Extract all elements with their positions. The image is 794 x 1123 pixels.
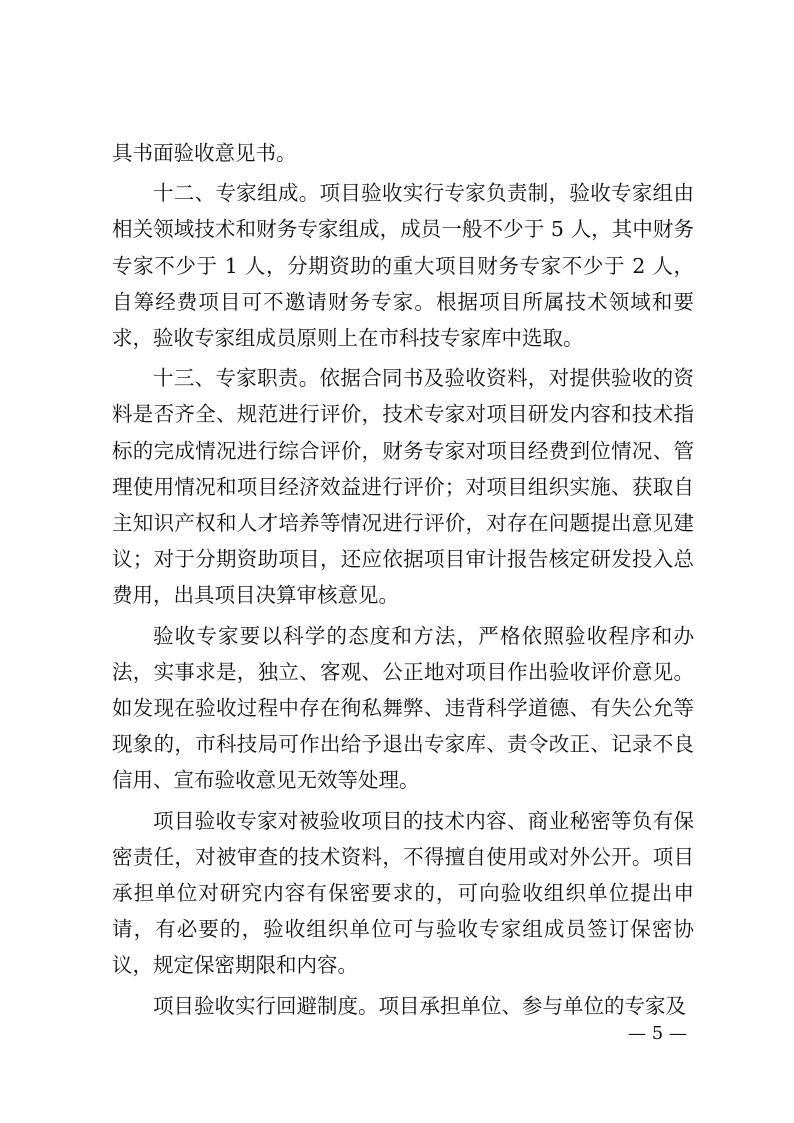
- paragraph-expert-composition: 十二、专家组成。项目验收实行专家负责制，验收专家组由相关领域技术和财务专家组成，成员一般不少于 5 人，其中财务专家不少于 1 人，分期资助的重大项目财务专家不少于 2 人，自筹经费项目可不邀请财务专家。根据项目所属技术领域和要求，验收专家组成员原则上在市科技专家库中选取。: [112, 181, 694, 351]
- paragraph-expert-duties: 十三、专家职责。依据合同书及验收资料，对提供验收的资料是否齐全、规范进行评价，技术专家对项目研发内容和技术指标的完成情况进行综合评价，财务专家对项目经费到位情况、管理使用情况和项目经济效益进行评价；对项目组织实施、获取自主知识产权和人才培养等情况进行评价，对存在问题提出意见建议；对于分期资助项目，还应依据项目审计报告核定研发投入总费用，出具项目决算审核意见。: [112, 366, 694, 608]
- paragraph-expert-conduct: 验收专家要以科学的态度和方法，严格依照验收程序和办法，实事求是，独立、客观、公正地对项目作出验收评价意见。如发现在验收过程中存在徇私舞弊、违背科学道德、有失公允等现象的，市科技局可作出给予退出专家库、责令改正、记录不良信用、宣布验收意见无效等处理。: [112, 623, 694, 793]
- page-number: — 5 —: [628, 1023, 687, 1044]
- paragraph-recusal: 项目验收实行回避制度。项目承担单位、参与单位的专家及: [153, 993, 686, 1018]
- document-body: [112, 135, 694, 1028]
- paragraph-continuation: 具书面验收意见书。: [112, 141, 297, 165]
- paragraph-confidentiality: 项目验收专家对被验收项目的技术内容、商业秘密等负有保密责任，对被审查的技术资料，不得擅自使用或对外公开。项目承担单位对研究内容有保密要求的，可向验收组织单位提出申请，有必要的，验收组织单位可与验收专家组成员签订保密协议，规定保密期限和内容。: [112, 808, 694, 978]
